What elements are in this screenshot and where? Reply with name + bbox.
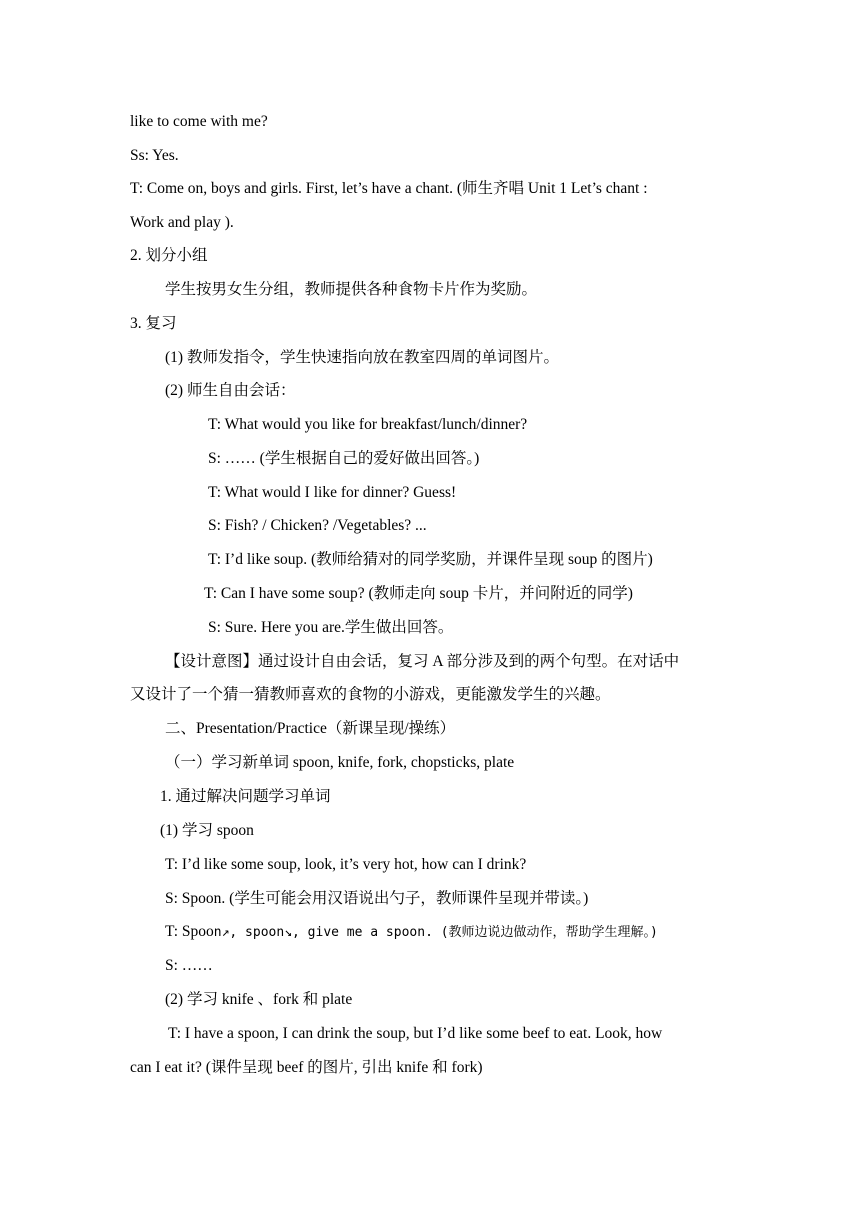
dialogue-line: can I eat it? (课件呈现 beef 的图片, 引出 knife 和 fork) — [130, 1059, 483, 1076]
text-line: Work and play ). — [130, 214, 234, 231]
section-heading: 二、Presentation/Practice（新课呈现/操练） — [165, 720, 456, 737]
dialogue-line: T: I’d like soup. (教师给猜对的同学奖励，并课件呈现 soup 的图片) — [208, 551, 653, 568]
text-line: (1) 教师发指令，学生快速指向放在教室四周的单词图片。 — [165, 349, 559, 366]
dialogue-line: S: …… (学生根据自己的爱好做出回答。) — [208, 450, 480, 467]
dialogue-line: T: What would I like for dinner? Guess! — [208, 484, 457, 501]
dialogue-segment: T: Spoo — [165, 923, 214, 940]
section-heading: 3. 复习 — [130, 315, 177, 332]
text-line: T: Come on, boys and girls. First, let’s have a chant. (师生齐唱 Unit 1 Let’s chant : — [130, 180, 648, 197]
dialogue-line: S: Sure. Here you are.学生做出回答。 — [208, 619, 454, 636]
text-line: like to come with me? — [130, 113, 268, 130]
dialogue-line: T: I’d like some soup, look, it’s very hot, how can I drink? — [165, 856, 527, 873]
text-line: (2) 师生自由会话： — [165, 382, 296, 399]
text-line: (1) 学习 spoon — [160, 822, 254, 839]
design-intent-line: 又设计了一个猜一猜教师喜欢的食物的小游戏，更能激发学生的兴趣。 — [130, 686, 611, 703]
section-heading: 2. 划分小组 — [130, 247, 208, 264]
dialogue-segment-mono: n↗, spoon↘, give me a spoon. (教师边说边做动作，帮助学生理解。) — [213, 925, 658, 940]
dialogue-line: S: Spoon. (学生可能会用汉语说出勺子，教师课件呈现并带读。) — [165, 890, 589, 907]
dialogue-line — [165, 922, 658, 943]
text-line: 学生按男女生分组，教师提供各种食物卡片作为奖励。 — [165, 281, 538, 298]
dialogue-line: T: Can I have some soup? (教师走向 soup 卡片，并问附近的同学) — [204, 585, 633, 602]
design-intent-line: 【设计意图】通过设计自由会话，复习 A 部分涉及到的两个句型。在对话中 — [165, 653, 680, 670]
dialogue-line: S: Fish? / Chicken? /Vegetables? ... — [208, 517, 427, 534]
subsection-heading: （一）学习新单词 spoon, knife, fork, chopsticks, plate — [165, 754, 515, 771]
text-line: Ss: Yes. — [130, 147, 179, 164]
text-line: (2) 学习 knife 、fork 和 plate — [165, 991, 353, 1008]
dialogue-line: T: I have a spoon, I can drink the soup, but I’d like some beef to eat. Look, how — [168, 1025, 663, 1042]
dialogue-line: S: …… — [165, 957, 213, 974]
text-line: 1. 通过解决问题学习单词 — [160, 788, 331, 805]
dialogue-line: T: What would you like for breakfast/lunch/dinner? — [208, 416, 528, 433]
